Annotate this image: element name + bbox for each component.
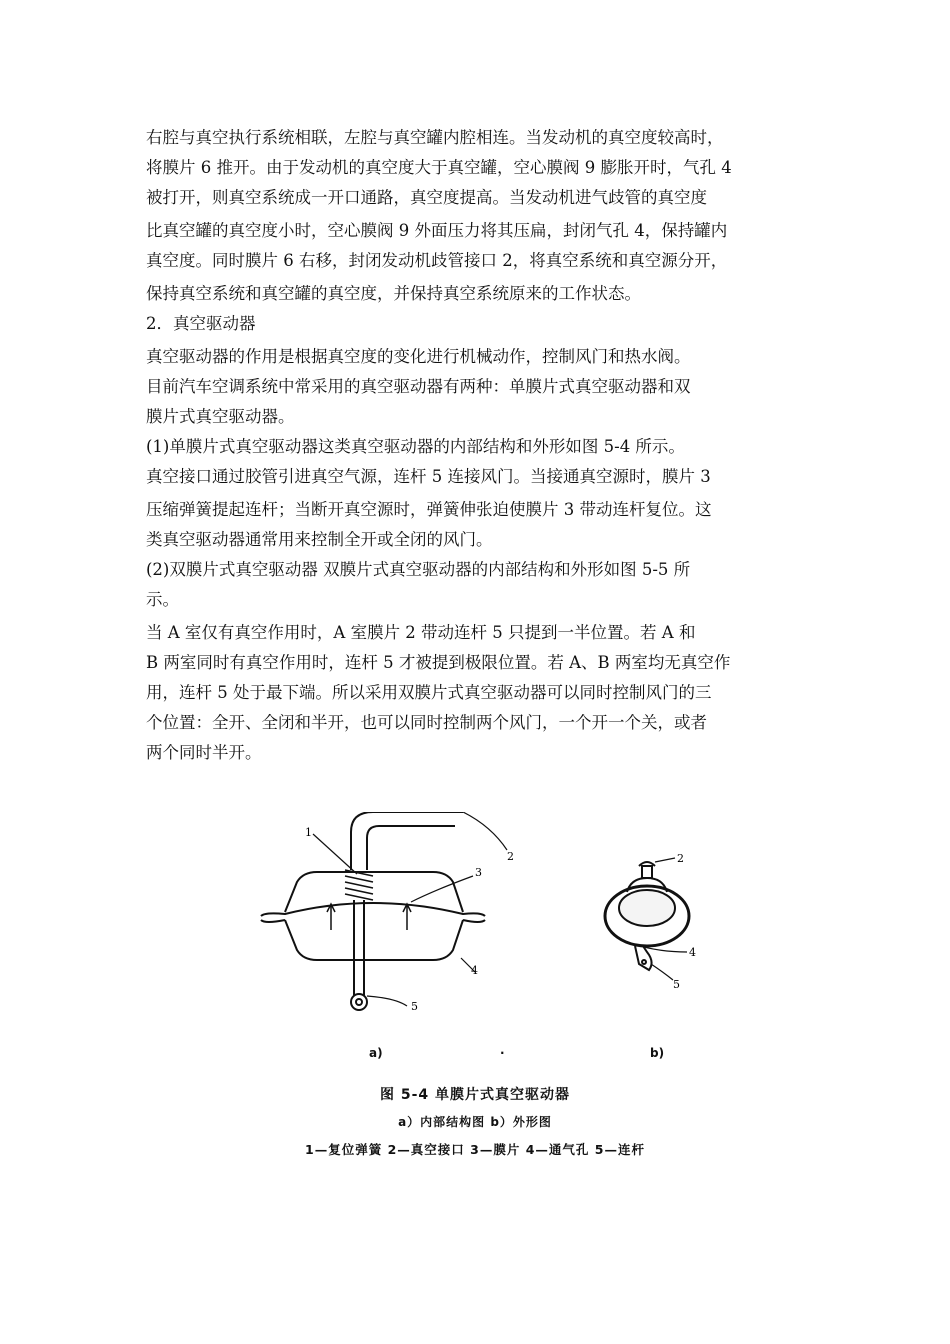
text-line: B 两室同时有真空作用时，连杆 5 才被提到极限位置。若 A、B 两室均无真空作 [146, 653, 731, 672]
figure-caption-title: 图 5-4 单膜片式真空驱动器 [379, 1087, 571, 1103]
callout-2: 2 [507, 850, 514, 863]
diagram-internal-structure [261, 812, 507, 1010]
vacuum-port-tube-inner [367, 826, 455, 870]
callout-5: 5 [411, 1000, 418, 1013]
text-line: 用，连杆 5 处于最下端。所以采用双膜片式真空驱动器可以同时控制风门的三 [146, 683, 712, 702]
callout-4: 4 [471, 964, 478, 977]
text-line: 压缩弹簧提起连杆；当断开真空源时，弹簧伸张迫使膜片 3 带动连杆复位。这 [146, 500, 712, 519]
text-line: 右腔与真空执行系统相联，左腔与真空罐内腔相连。当发动机的真空度较高时， [146, 128, 724, 147]
diaphragm [261, 903, 485, 916]
figure-caption-subtitle: a）内部结构图 b）外形图 [398, 1115, 552, 1129]
callouts-b [673, 852, 696, 991]
text-line: 真空接口通过胶管引进真空气源，连杆 5 连接风门。当接通真空源时，膜片 3 [146, 467, 711, 486]
text-line: 膜片式真空驱动器。 [146, 407, 295, 426]
text-line: 保持真空系统和真空罐的真空度，并保持真空系统原来的工作状态。 [146, 284, 641, 303]
figure-5-4 [255, 812, 715, 1022]
connecting-rod [354, 900, 364, 996]
pressure-arrow-right [403, 904, 411, 930]
rod-bracket [635, 946, 652, 970]
text-line: 两个同时半开。 [146, 743, 262, 762]
text-line: 将膜片 6 推开。由于发动机的真空度大于真空罐，空心膜阀 9 膨胀开时，气孔 4 [146, 158, 732, 177]
diagram-exterior-view [605, 858, 689, 980]
text-line: 个位置：全开、全闭和半开，也可以同时控制两个风门，一个开一个关，或者 [146, 713, 707, 732]
callout-b-2: 2 [677, 852, 684, 865]
pressure-arrow-left [327, 904, 335, 930]
housing-inner [619, 890, 675, 926]
text-line: 目前汽车空调系统中常采用的真空驱动器有两种：单膜片式真空驱动器和双 [146, 377, 691, 396]
rod-eyelet-hole [356, 999, 362, 1005]
text-line: 被打开，则真空系统成一开口通路，真空度提高。当发动机进气歧管的真空度 [146, 188, 707, 207]
text-line: 真空度。同时膜片 6 右移，封闭发动机歧管接口 2，将真空系统和真空源分开， [146, 251, 728, 270]
figure-caption-legend: 1—复位弹簧 2—真空接口 3—膜片 4—通气孔 5—连杆 [305, 1142, 645, 1157]
housing-upper [285, 872, 463, 912]
text-line: 当 A 室仅有真空作用时，A 室膜片 2 带动连杆 5 只提到一半位置。若 A 和 [146, 623, 696, 642]
text-line: 比真空罐的真空度小时，空心膜阀 9 外面压力将其压扁，封闭气孔 4，保持罐内 [146, 221, 728, 240]
vacuum-nipple [642, 866, 652, 878]
text-line: (2)双膜片式真空驱动器 双膜片式真空驱动器的内部结构和外形如图 5-5 所 [146, 560, 691, 579]
return-spring [345, 870, 373, 900]
section-heading: 2．真空驱动器 [146, 314, 256, 333]
text-line: 真空驱动器的作用是根据真空度的变化进行机械动作，控制风门和热水阀。 [146, 347, 691, 366]
text-line: 类真空驱动器通常用来控制全开或全闭的风门。 [146, 530, 493, 549]
figure-label-a: a) [369, 1046, 383, 1060]
figure-label-b: b) [650, 1046, 665, 1060]
text-line: (1)单膜片式真空驱动器这类真空驱动器的内部结构和外形如图 5-4 所示。 [146, 437, 685, 456]
callout-b-4: 4 [689, 946, 696, 959]
rod-eyelet [351, 994, 367, 1010]
bracket-hole [642, 960, 646, 964]
housing-lower [285, 920, 463, 960]
figure-label-mid: · [500, 1046, 505, 1060]
callouts-a [305, 826, 514, 1013]
diaphragm-lower [261, 920, 285, 922]
text-line: 示。 [146, 590, 179, 609]
callout-b-5: 5 [673, 978, 680, 991]
callout-1: 1 [305, 826, 312, 839]
diaphragm-lower-right [463, 920, 485, 922]
callout-3: 3 [475, 866, 482, 879]
